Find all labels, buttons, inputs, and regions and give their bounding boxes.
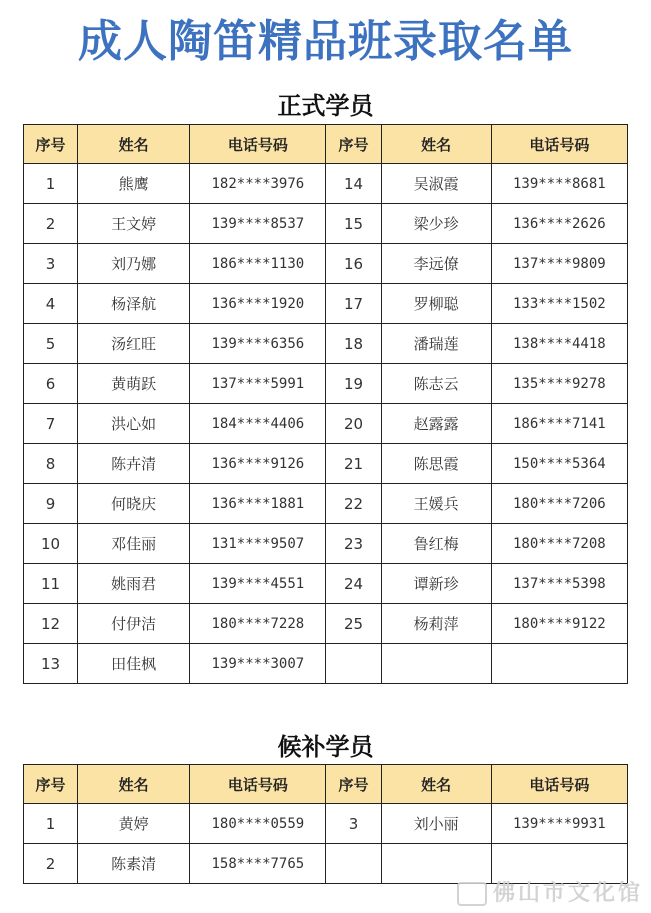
table-row (24, 564, 628, 604)
table-row (24, 404, 628, 444)
cell-phone: 136****9126 (190, 444, 326, 484)
table-header-row (24, 765, 628, 804)
cell-index: 20 (326, 404, 381, 444)
cell-index: 2 (24, 844, 78, 884)
cell-name (381, 644, 491, 684)
header-index: 序号 (326, 125, 381, 164)
cell-index: 3 (326, 804, 381, 844)
cell-phone: 184****4406 (190, 404, 326, 444)
cell-name: 姚雨君 (78, 564, 190, 604)
cell-name: 付伊洁 (78, 604, 190, 644)
cell-phone: 180****0559 (190, 804, 326, 844)
library-logo-icon (457, 882, 487, 906)
cell-phone: 137****5991 (190, 364, 326, 404)
cell-index: 24 (326, 564, 381, 604)
cell-index: 4 (24, 284, 78, 324)
cell-index: 11 (24, 564, 78, 604)
cell-index: 8 (24, 444, 78, 484)
table-row (24, 444, 628, 484)
header-phone: 电话号码 (491, 125, 627, 164)
cell-name: 潘瑞莲 (381, 324, 491, 364)
waitlist-students-table (23, 764, 628, 884)
table-row (24, 364, 628, 404)
cell-phone: 139****8537 (190, 204, 326, 244)
cell-name: 谭新珍 (381, 564, 491, 604)
cell-phone: 139****4551 (190, 564, 326, 604)
header-index: 序号 (24, 765, 78, 804)
cell-index: 12 (24, 604, 78, 644)
cell-index: 6 (24, 364, 78, 404)
cell-phone: 133****1502 (491, 284, 627, 324)
cell-name: 熊鹰 (78, 164, 190, 204)
cell-phone (491, 644, 627, 684)
watermark (457, 876, 643, 907)
cell-phone: 182****3976 (190, 164, 326, 204)
cell-index: 3 (24, 244, 78, 284)
header-phone: 电话号码 (190, 125, 326, 164)
table-row (24, 244, 628, 284)
table-row (24, 644, 628, 684)
table-row (24, 204, 628, 244)
cell-name: 李远僚 (381, 244, 491, 284)
cell-name: 王媛兵 (381, 484, 491, 524)
cell-index: 17 (326, 284, 381, 324)
cell-name: 何晓庆 (78, 484, 190, 524)
cell-name: 杨莉萍 (381, 604, 491, 644)
cell-name: 吴淑霞 (381, 164, 491, 204)
waitlist-students-heading: 候补学员 (277, 733, 374, 761)
cell-index (326, 844, 381, 884)
cell-index: 5 (24, 324, 78, 364)
cell-name: 邓佳丽 (78, 524, 190, 564)
header-name: 姓名 (381, 125, 491, 164)
cell-name: 杨泽航 (78, 284, 190, 324)
table-row (24, 324, 628, 364)
table-row (24, 804, 628, 844)
cell-name: 鲁红梅 (381, 524, 491, 564)
cell-name: 黄婷 (78, 804, 190, 844)
header-name: 姓名 (78, 765, 190, 804)
cell-phone: 139****3007 (190, 644, 326, 684)
cell-index: 9 (24, 484, 78, 524)
cell-index: 2 (24, 204, 78, 244)
cell-index: 21 (326, 444, 381, 484)
cell-phone: 139****8681 (491, 164, 627, 204)
formal-students-heading: 正式学员 (277, 92, 374, 120)
cell-phone: 186****1130 (190, 244, 326, 284)
cell-index: 16 (326, 244, 381, 284)
cell-name: 刘乃娜 (78, 244, 190, 284)
cell-phone: 138****4418 (491, 324, 627, 364)
cell-name: 陈素清 (78, 844, 190, 884)
cell-name: 陈志云 (381, 364, 491, 404)
cell-index: 18 (326, 324, 381, 364)
cell-index: 23 (326, 524, 381, 564)
cell-phone: 136****1920 (190, 284, 326, 324)
cell-index: 22 (326, 484, 381, 524)
table-row (24, 484, 628, 524)
cell-phone: 158****7765 (190, 844, 326, 884)
header-index: 序号 (326, 765, 381, 804)
cell-phone: 135****9278 (491, 364, 627, 404)
cell-index: 15 (326, 204, 381, 244)
table-row (24, 524, 628, 564)
cell-index: 14 (326, 164, 381, 204)
cell-name: 梁少珍 (381, 204, 491, 244)
cell-phone: 186****7141 (491, 404, 627, 444)
cell-name: 汤红旺 (78, 324, 190, 364)
cell-index: 25 (326, 604, 381, 644)
table-header-row (24, 125, 628, 164)
cell-index: 7 (24, 404, 78, 444)
cell-name: 罗柳聪 (381, 284, 491, 324)
header-name: 姓名 (381, 765, 491, 804)
cell-index: 1 (24, 164, 78, 204)
cell-phone: 136****1881 (190, 484, 326, 524)
cell-index: 1 (24, 804, 78, 844)
cell-phone: 180****7206 (491, 484, 627, 524)
cell-phone: 137****9809 (491, 244, 627, 284)
cell-phone: 131****9507 (190, 524, 326, 564)
cell-phone: 137****5398 (491, 564, 627, 604)
cell-name: 黄萌跃 (78, 364, 190, 404)
header-phone: 电话号码 (491, 765, 627, 804)
cell-name: 田佳枫 (78, 644, 190, 684)
cell-index: 13 (24, 644, 78, 684)
cell-phone: 139****9931 (491, 804, 627, 844)
cell-name: 陈思霞 (381, 444, 491, 484)
header-phone: 电话号码 (190, 765, 326, 804)
header-name: 姓名 (78, 125, 190, 164)
cell-phone: 136****2626 (491, 204, 627, 244)
formal-students-table (23, 124, 628, 684)
cell-name: 刘小丽 (381, 804, 491, 844)
cell-name: 洪心如 (78, 404, 190, 444)
cell-phone: 150****5364 (491, 444, 627, 484)
cell-phone: 139****6356 (190, 324, 326, 364)
cell-index (326, 644, 381, 684)
cell-name: 王文婷 (78, 204, 190, 244)
cell-name: 陈卉清 (78, 444, 190, 484)
cell-phone: 180****7228 (190, 604, 326, 644)
cell-phone: 180****9122 (491, 604, 627, 644)
header-index: 序号 (24, 125, 78, 164)
page-title: 成人陶笛精品班录取名单 (78, 16, 573, 67)
cell-index: 19 (326, 364, 381, 404)
cell-phone: 180****7208 (491, 524, 627, 564)
cell-name: 赵露露 (381, 404, 491, 444)
table-row (24, 284, 628, 324)
cell-index: 10 (24, 524, 78, 564)
table-row (24, 604, 628, 644)
watermark-text: 佛山市文化馆 (492, 881, 643, 906)
table-row (24, 164, 628, 204)
